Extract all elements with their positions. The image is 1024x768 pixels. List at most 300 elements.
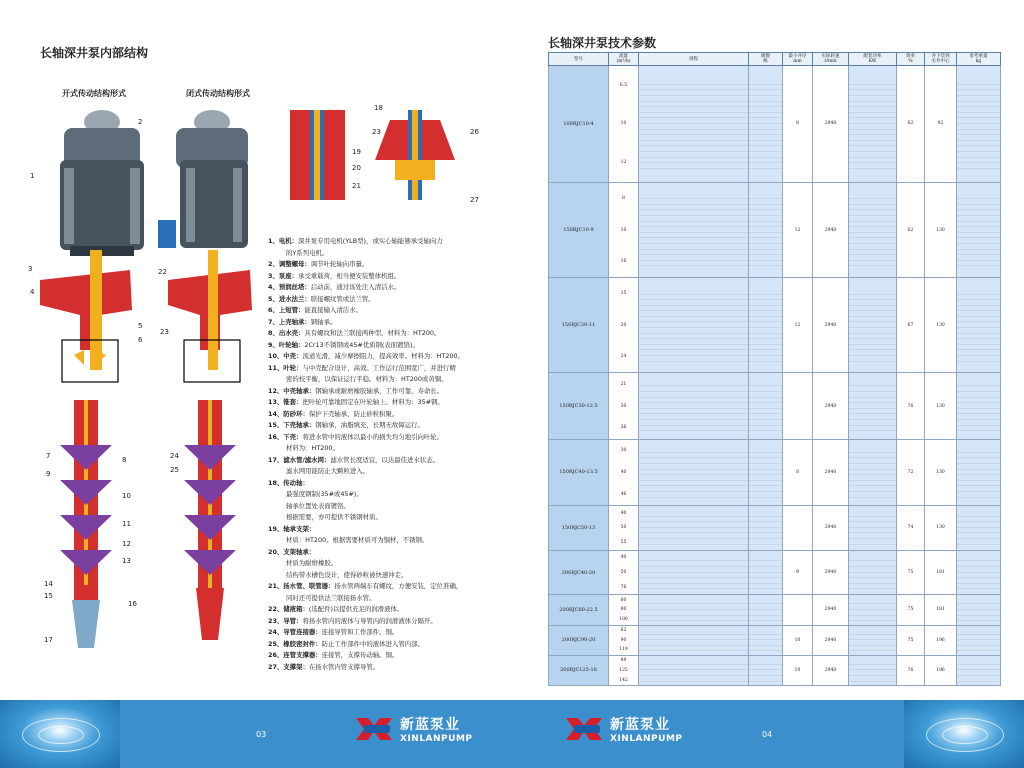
water-drop-right bbox=[904, 700, 1024, 768]
flow-value: 16 bbox=[620, 258, 627, 264]
flow-value: 10 bbox=[620, 227, 627, 233]
legend-item-heading: 18、传动轴： bbox=[268, 478, 309, 487]
legend-item bbox=[268, 639, 508, 651]
legend-item-text: 材质：HT200。根据需要材质可为铜材，不锈钢。 bbox=[286, 536, 429, 544]
flow-value: 100 bbox=[619, 617, 628, 623]
flow-cell bbox=[609, 550, 639, 595]
legend-item bbox=[268, 328, 508, 340]
spec-header-cell: 效率 % bbox=[897, 53, 925, 66]
flow-value: 20 bbox=[620, 322, 627, 328]
callout-15: 15 bbox=[44, 592, 53, 600]
power-cell bbox=[849, 182, 897, 277]
legend-item-text: 深井泵专用电机(YLB型)，或实心轴能够承受轴向力 bbox=[298, 237, 443, 245]
flow-value: 6.5 bbox=[619, 82, 628, 88]
weight-cell bbox=[957, 625, 1001, 655]
efficiency-cell: 67 bbox=[897, 278, 925, 373]
parts-legend bbox=[268, 236, 508, 673]
speed-cell: 2940 bbox=[813, 625, 849, 655]
legend-item-text: 钢轴承或耐磨橡胶轴承，工作可靠，寿命长。 bbox=[315, 386, 444, 395]
spec-group-row bbox=[549, 655, 1001, 685]
spec-group-row bbox=[549, 182, 1001, 277]
well-cell: 130 bbox=[925, 182, 957, 277]
legend-item bbox=[268, 351, 508, 363]
legend-item-heading: 20、支架轴承： bbox=[268, 547, 316, 556]
legend-item-text: 材质为耐磨橡胶。 bbox=[286, 559, 338, 567]
flow-cell bbox=[609, 373, 639, 439]
speed-cell: 2940 bbox=[813, 595, 849, 625]
weight-cell bbox=[957, 655, 1001, 685]
weight-cell bbox=[957, 182, 1001, 277]
detail-illustration bbox=[280, 100, 480, 210]
stage-cell bbox=[749, 182, 783, 277]
legend-item-heading: 5、进水法兰： bbox=[268, 294, 311, 303]
legend-item bbox=[268, 524, 508, 536]
head-cell bbox=[639, 595, 749, 625]
spec-header-cell: 流量 (m³/h) bbox=[609, 53, 639, 66]
legend-item-text: 扬水管两端车有螺纹，方便安装，定位准确， bbox=[334, 582, 463, 590]
legend-item bbox=[268, 662, 508, 674]
legend-item bbox=[268, 420, 508, 432]
flow-cell bbox=[609, 182, 639, 277]
spec-header-cell: 井下装到 水井中心 bbox=[925, 53, 957, 66]
flow-value: 40 bbox=[620, 555, 627, 561]
legend-item bbox=[268, 363, 508, 375]
flow-value: 55 bbox=[620, 539, 627, 545]
legend-item-text: 将进水管中的液体以最小的损失均匀地引向叶轮。 bbox=[302, 432, 444, 441]
legend-item-heading: 10、中壳： bbox=[268, 352, 303, 360]
spec-header-cell: 参考重量 kg bbox=[957, 53, 1001, 66]
xinlan-logo-icon bbox=[354, 714, 394, 744]
legend-item bbox=[268, 501, 508, 513]
spec-group-row bbox=[549, 550, 1001, 595]
legend-item-heading: 23、导管： bbox=[268, 616, 303, 625]
legend-item bbox=[268, 581, 508, 593]
speed-cell: 2940 bbox=[813, 550, 849, 595]
legend-item bbox=[268, 616, 508, 628]
well-cell: 130 bbox=[925, 439, 957, 505]
legend-item-text: 流道光滑，减少摩擦阻力，提高效率。材料为：HT200。 bbox=[302, 352, 464, 360]
weight-cell bbox=[957, 506, 1001, 551]
model-cell: 200RJC60-22.5 bbox=[549, 595, 609, 625]
legend-item bbox=[268, 466, 508, 478]
callout-25: 25 bbox=[170, 466, 179, 474]
weight-cell bbox=[957, 595, 1001, 625]
legend-item bbox=[268, 593, 508, 605]
flow-value: 50 bbox=[620, 570, 627, 575]
flow-value: 10 bbox=[620, 121, 627, 127]
legend-item bbox=[268, 374, 508, 386]
flow-value: 60 bbox=[620, 597, 627, 603]
legend-item-heading: 9、叶轮轴： bbox=[268, 340, 305, 349]
model-cell: 150RJC10-9 bbox=[549, 182, 609, 277]
callout-5: 5 bbox=[138, 322, 143, 330]
legend-item bbox=[268, 650, 508, 662]
head-cell bbox=[639, 373, 749, 439]
stage-cell bbox=[749, 550, 783, 595]
bore-cell: 10 bbox=[783, 655, 813, 685]
flow-value: 50 bbox=[620, 525, 627, 531]
page-number-left: 03 bbox=[256, 730, 267, 739]
callout-8: 8 bbox=[122, 456, 127, 464]
legend-item bbox=[268, 236, 508, 248]
legend-item bbox=[268, 248, 508, 260]
legend-item-heading: 13、锥套： bbox=[268, 398, 303, 406]
xinlan-logo-icon bbox=[564, 714, 604, 744]
callout-23: 23 bbox=[160, 328, 169, 336]
legend-item bbox=[268, 512, 508, 524]
well-cell: 181 bbox=[925, 550, 957, 595]
callout-26: 26 bbox=[470, 128, 479, 136]
legend-item bbox=[268, 294, 508, 306]
bore-cell: 10 bbox=[783, 625, 813, 655]
flow-cell bbox=[609, 506, 639, 551]
legend-item bbox=[268, 317, 508, 329]
legend-item-text: 轴承位置处表面镀铬。 bbox=[286, 501, 350, 510]
legend-item-heading: 12、中壳轴承： bbox=[268, 386, 316, 395]
head-cell bbox=[639, 439, 749, 505]
legend-item-text: 材料为：HT200。 bbox=[286, 444, 339, 452]
efficiency-cell: 72 bbox=[897, 439, 925, 505]
callout-27: 27 bbox=[470, 196, 479, 204]
legend-item-heading: 21、扬水管、联管器： bbox=[268, 582, 335, 590]
spec-group-row bbox=[549, 506, 1001, 551]
well-cell: 130 bbox=[925, 506, 957, 551]
bore-cell bbox=[783, 506, 813, 551]
flow-value: 125 bbox=[619, 667, 628, 673]
spec-header-cell: 扬程 bbox=[639, 53, 749, 66]
closed-pump-head bbox=[168, 250, 252, 382]
flow-cell bbox=[609, 655, 639, 685]
well-cell: 196 bbox=[925, 655, 957, 685]
callout-19: 19 bbox=[352, 148, 361, 156]
weight-cell bbox=[957, 439, 1001, 505]
flow-value: 89 bbox=[620, 658, 627, 664]
brand-right bbox=[564, 714, 683, 744]
closed-motor bbox=[158, 110, 248, 248]
head-cell bbox=[639, 278, 749, 373]
legend-item-heading: 7、上壳轴承： bbox=[268, 317, 311, 326]
power-cell bbox=[849, 439, 897, 505]
weight-cell bbox=[957, 278, 1001, 373]
stage-cell bbox=[749, 278, 783, 373]
brand-name-en: XINLANPUMP bbox=[400, 734, 473, 744]
spec-group-row bbox=[549, 439, 1001, 505]
legend-item bbox=[268, 604, 508, 616]
model-cell: 150RJC20-11 bbox=[549, 278, 609, 373]
legend-item bbox=[268, 443, 508, 455]
legend-item-heading: 11、叶轮： bbox=[268, 363, 303, 372]
weight-cell bbox=[957, 550, 1001, 595]
well-cell: 130 bbox=[925, 278, 957, 373]
callout-14: 14 bbox=[44, 580, 53, 588]
spec-header-cell: 型号 bbox=[549, 53, 609, 66]
weight-cell bbox=[957, 66, 1001, 183]
open-pump-head bbox=[40, 250, 132, 382]
legend-item bbox=[268, 547, 508, 559]
bore-cell: 8 bbox=[783, 439, 813, 505]
left-page-title: 长轴深井泵内部结构 bbox=[40, 46, 149, 60]
legend-item-text: 最强度钢制(35#或45#)。 bbox=[286, 490, 363, 498]
legend-item bbox=[268, 455, 508, 467]
legend-item-heading: 8、出水壳： bbox=[268, 329, 305, 337]
legend-item-heading: 25、橡胶密封件： bbox=[268, 639, 322, 648]
flow-value: 12 bbox=[620, 160, 627, 166]
head-cell bbox=[639, 506, 749, 551]
flow-cell bbox=[609, 278, 639, 373]
legend-item-text: 滤水管长度适宜，以达最佳进水状态。 bbox=[330, 455, 439, 464]
callout-6: 6 bbox=[138, 336, 143, 344]
flow-value: 30 bbox=[620, 448, 627, 454]
legend-item-text: 连接管，支撑传动轴。铜。 bbox=[321, 651, 399, 659]
model-cell: 150RJC30-12.5 bbox=[549, 373, 609, 439]
spec-group-row bbox=[549, 66, 1001, 183]
flow-value: 76 bbox=[620, 584, 627, 590]
legend-item-heading: 26、连管支撑器： bbox=[268, 651, 322, 659]
flow-value: 62 bbox=[620, 627, 627, 633]
brand-left bbox=[354, 714, 473, 744]
open-column bbox=[60, 400, 112, 648]
legend-item-text: 连接导管和工作部件。铜。 bbox=[321, 628, 399, 636]
model-cell: 200RJC40-20 bbox=[549, 550, 609, 595]
power-cell bbox=[849, 625, 897, 655]
brand-name-en: XINLANPUMP bbox=[610, 734, 683, 744]
legend-item-heading: 16、下壳： bbox=[268, 432, 303, 441]
flow-value: 36 bbox=[620, 425, 627, 431]
callout-12: 12 bbox=[122, 540, 131, 548]
legend-item-text: 防止工作部件中的液体进入管内部。 bbox=[321, 639, 424, 648]
legend-item bbox=[268, 489, 508, 501]
speed-cell: 2940 bbox=[813, 506, 849, 551]
legend-item bbox=[268, 386, 508, 398]
flow-cell bbox=[609, 625, 639, 655]
legend-item-text: 根据需要，亦可提供不锈钢材质。 bbox=[286, 513, 382, 521]
spec-header-cell: 实际转速 r/min bbox=[813, 53, 849, 66]
legend-item-text: 具有螺纹和法兰联接两种型。材料为：HT200。 bbox=[304, 329, 441, 337]
legend-item bbox=[268, 340, 508, 352]
flow-value: 15 bbox=[620, 291, 627, 297]
callout-11: 11 bbox=[122, 520, 131, 528]
bore-cell: 12 bbox=[783, 278, 813, 373]
legend-item bbox=[268, 570, 508, 582]
callout-3: 3 bbox=[28, 265, 33, 273]
model-cell: 150RJC40-13.5 bbox=[549, 439, 609, 505]
callout-24: 24 bbox=[170, 452, 179, 460]
brand-name-cn: 新蓝泵业 bbox=[610, 717, 670, 733]
legend-item-text: 2Cr13不锈钢或45#优质钢(表面镀铬)。 bbox=[304, 340, 419, 349]
speed-cell: 2940 bbox=[813, 182, 849, 277]
efficiency-cell: 76 bbox=[897, 373, 925, 439]
flow-cell bbox=[609, 595, 639, 625]
callout-4: 4 bbox=[30, 288, 35, 296]
footer-bar bbox=[0, 700, 1024, 768]
legend-item-heading: 4、预润丝塔： bbox=[268, 283, 311, 291]
spec-table-header bbox=[549, 53, 1001, 66]
legend-item-text: 将扬水管内的液体与导管内的润滑液体分隔开。 bbox=[302, 616, 437, 625]
spec-group-row bbox=[549, 373, 1001, 439]
legend-item-heading: 17、滤水管/滤水网： bbox=[268, 455, 331, 464]
well-cell: 196 bbox=[925, 625, 957, 655]
bore-cell: 8 bbox=[783, 66, 813, 183]
flow-value: 40 bbox=[620, 469, 627, 475]
bore-cell: 9 bbox=[783, 550, 813, 595]
flow-value: 90 bbox=[620, 637, 627, 643]
model-cell: 200RJC125-18 bbox=[549, 655, 609, 685]
legend-item-text: 密的校平衡，以保证运行平稳。材料为：HT200或黄铜。 bbox=[286, 375, 448, 383]
flow-value: 119 bbox=[619, 647, 628, 653]
flow-cell bbox=[609, 439, 639, 505]
legend-item-text: 同时还可提供法兰联接扬水管。 bbox=[286, 593, 376, 602]
legend-item-heading: 2、调整螺母： bbox=[268, 260, 311, 268]
legend-item-heading: 6、上短管： bbox=[268, 306, 305, 314]
legend-item-heading: 14、防砂环： bbox=[268, 409, 309, 418]
flow-value: 30 bbox=[620, 403, 627, 409]
legend-item-text: 结构带水槽色设计，使得砂粒被快速冲走。 bbox=[286, 570, 408, 579]
stage-cell bbox=[749, 66, 783, 183]
efficiency-cell: 62 bbox=[897, 66, 925, 183]
power-cell bbox=[849, 550, 897, 595]
legend-item bbox=[268, 409, 508, 421]
legend-item-text: 启动前，通过该处注入清洁水。 bbox=[310, 283, 401, 291]
legend-item-text: 与中壳配合设计，高效。工作运行范围宽广，并进行精 bbox=[302, 363, 456, 372]
efficiency-cell: 75 bbox=[897, 550, 925, 595]
head-cell bbox=[639, 655, 749, 685]
legend-item-text: 钢轴承。 bbox=[310, 317, 337, 326]
callout-9: 9 bbox=[46, 470, 51, 478]
legend-item-heading: 24、导管连接器： bbox=[268, 628, 322, 636]
efficiency-cell: 75 bbox=[897, 625, 925, 655]
legend-item-heading: 19、轴承支架： bbox=[268, 524, 316, 533]
power-cell bbox=[849, 595, 897, 625]
stage-cell bbox=[749, 506, 783, 551]
stage-cell bbox=[749, 625, 783, 655]
well-cell: 181 bbox=[925, 595, 957, 625]
power-cell bbox=[849, 506, 897, 551]
closed-structure-title: 闭式传动结构形式 bbox=[186, 89, 250, 98]
legend-item bbox=[268, 627, 508, 639]
efficiency-cell: 75 bbox=[897, 595, 925, 625]
callout-2: 2 bbox=[138, 118, 143, 126]
speed-cell: 2940 bbox=[813, 66, 849, 183]
legend-item-text: 在扬水管内管支撑导管。 bbox=[308, 662, 380, 671]
right-page-title: 长轴深井泵技术参数 bbox=[548, 36, 657, 50]
legend-item bbox=[268, 535, 508, 547]
bore-cell: 12 bbox=[783, 182, 813, 277]
head-cell bbox=[639, 182, 749, 277]
model-cell: 200RJC90-20 bbox=[549, 625, 609, 655]
legend-item-text: 把叶轮可靠地固定在叶轮轴上。材料为：35#钢。 bbox=[302, 398, 444, 406]
legend-item-text: 能直接输入清洁水。 bbox=[304, 306, 362, 314]
legend-item-text: 滤水网用能防止大颗粒进入。 bbox=[286, 467, 370, 475]
flow-value: 21 bbox=[620, 381, 627, 387]
callout-13: 13 bbox=[122, 557, 131, 565]
legend-item-text: 调节叶轮轴向串量。 bbox=[310, 260, 369, 268]
legend-item-heading: 1、电机： bbox=[268, 237, 299, 245]
model-cell: 150RJC50-13 bbox=[549, 506, 609, 551]
legend-item-text: 的Y系列电机。 bbox=[286, 248, 329, 257]
legend-item bbox=[268, 478, 508, 490]
open-motor bbox=[60, 110, 144, 256]
callout-1: 1 bbox=[30, 172, 35, 180]
spec-header-cell: 级数 级 bbox=[749, 53, 783, 66]
spec-header-cell: 最小井径 mm bbox=[783, 53, 813, 66]
flow-value: 46 bbox=[620, 491, 627, 497]
efficiency-cell: 74 bbox=[897, 506, 925, 551]
stage-cell bbox=[749, 373, 783, 439]
spec-group-row bbox=[549, 278, 1001, 373]
legend-item bbox=[268, 271, 508, 283]
legend-item-text: (选配件)以提供充足的润滑液体。 bbox=[308, 605, 404, 613]
legend-item bbox=[268, 259, 508, 271]
spec-group-row bbox=[549, 595, 1001, 625]
bore-cell bbox=[783, 373, 813, 439]
legend-item bbox=[268, 397, 508, 409]
well-cell: 130 bbox=[925, 373, 957, 439]
callout-23b: 23 bbox=[372, 128, 381, 136]
flow-value: 142 bbox=[619, 677, 628, 683]
flow-value: 80 bbox=[620, 607, 627, 613]
legend-item bbox=[268, 558, 508, 570]
power-cell bbox=[849, 66, 897, 183]
legend-item-heading: 15、下壳轴承： bbox=[268, 421, 316, 429]
spec-group-row bbox=[549, 625, 1001, 655]
stage-cell bbox=[749, 595, 783, 625]
legend-item-text: 联接螺纹管或法兰管。 bbox=[310, 294, 375, 303]
speed-cell: 2940 bbox=[813, 439, 849, 505]
efficiency-cell: 76 bbox=[897, 655, 925, 685]
speed-cell: 2940 bbox=[813, 373, 849, 439]
flow-value: 24 bbox=[620, 354, 627, 360]
closed-column bbox=[184, 400, 236, 640]
legend-item-text: 承受重载荷，相当便安装整体机组。 bbox=[298, 271, 401, 280]
flow-value: 40 bbox=[620, 510, 627, 516]
spec-header-cell: 配套功率 KW bbox=[849, 53, 897, 66]
stage-cell bbox=[749, 655, 783, 685]
callout-17: 17 bbox=[44, 636, 53, 644]
legend-item-heading: 3、泵座： bbox=[268, 271, 299, 280]
flow-value: 8 bbox=[622, 196, 625, 202]
legend-item-text: 钢轴承，油脂填充，长期无故障运行。 bbox=[315, 421, 424, 429]
model-cell: 100RJC10-4 bbox=[549, 66, 609, 183]
well-cell: 92 bbox=[925, 66, 957, 183]
legend-item bbox=[268, 432, 508, 444]
callout-20: 20 bbox=[352, 164, 361, 172]
weight-cell bbox=[957, 373, 1001, 439]
power-cell bbox=[849, 278, 897, 373]
stage-cell bbox=[749, 439, 783, 505]
flow-cell bbox=[609, 66, 639, 183]
head-cell bbox=[639, 625, 749, 655]
callout-10: 10 bbox=[122, 492, 131, 500]
legend-item-heading: 22、储液箱： bbox=[268, 605, 309, 613]
callout-16: 16 bbox=[128, 600, 137, 608]
head-cell bbox=[639, 550, 749, 595]
page-number-right: 04 bbox=[762, 730, 773, 739]
power-cell bbox=[849, 655, 897, 685]
head-cell bbox=[639, 66, 749, 183]
spec-table bbox=[548, 52, 1001, 686]
open-structure-title: 开式传动结构形式 bbox=[62, 89, 126, 98]
callout-7: 7 bbox=[46, 452, 51, 460]
legend-item bbox=[268, 305, 508, 317]
speed-cell: 2940 bbox=[813, 278, 849, 373]
left-page bbox=[0, 0, 512, 700]
legend-item-text: 保护下壳轴承，防止砂粒积聚。 bbox=[308, 409, 399, 418]
brand-name-cn: 新蓝泵业 bbox=[400, 717, 460, 733]
callout-22: 22 bbox=[158, 268, 167, 276]
callout-21: 21 bbox=[352, 182, 361, 190]
bore-cell bbox=[783, 595, 813, 625]
speed-cell: 2940 bbox=[813, 655, 849, 685]
